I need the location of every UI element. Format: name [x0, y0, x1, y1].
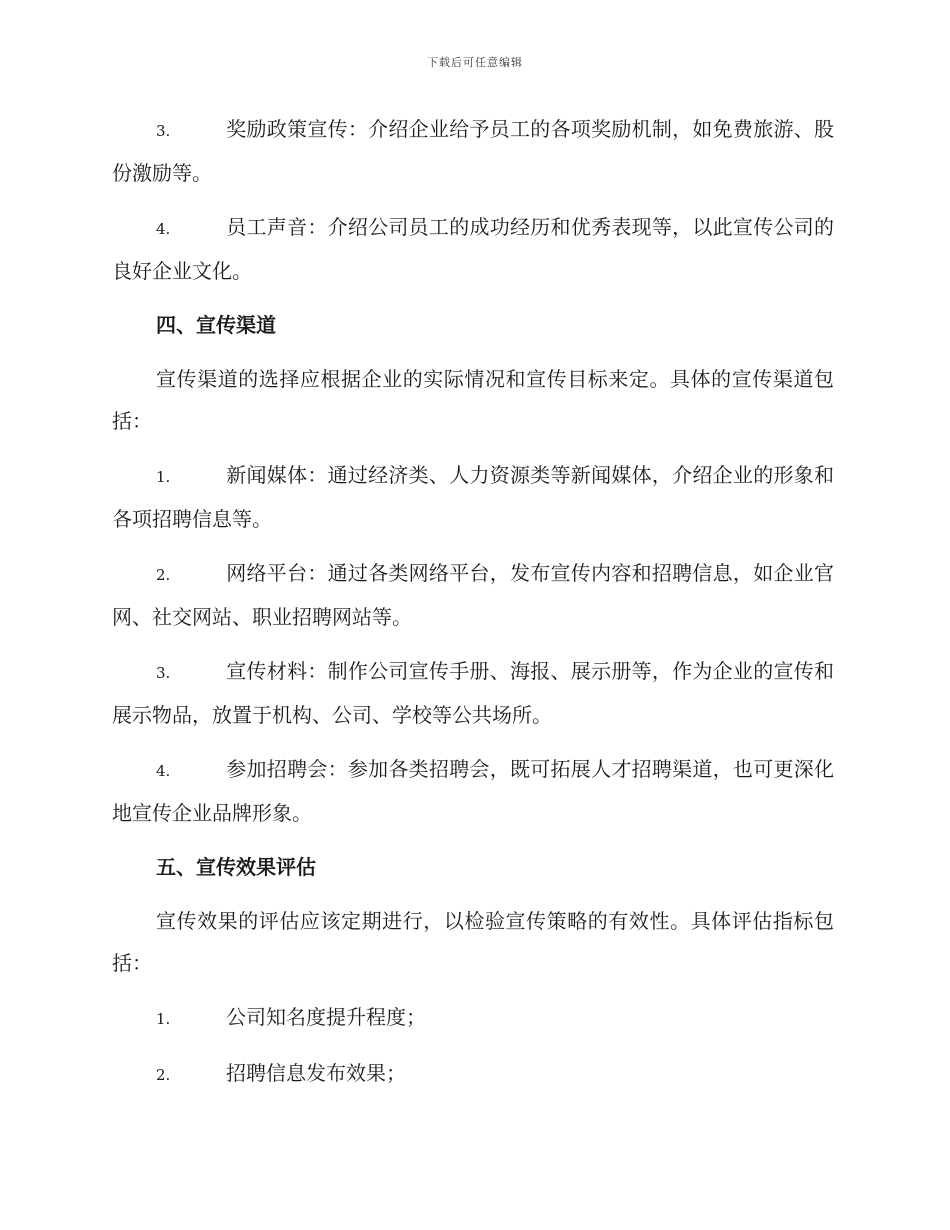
list-item	[112, 108, 834, 194]
list-item-number: 1.	[156, 1010, 171, 1028]
list-item-number: 1.	[156, 468, 171, 486]
list-item-text: 员工声音：介绍公司员工的成功经历和优秀表现等，以此宣传公司的良好企业文化。	[112, 215, 834, 283]
list-item-number: 3.	[156, 122, 171, 140]
list-item-text: 奖励政策宣传：介绍企业给予员工的各项奖励机制，如免费旅游、股份激励等。	[112, 117, 834, 185]
list-item	[112, 748, 834, 834]
section-heading: 五、宣传效果评估	[156, 855, 316, 879]
list-item	[112, 454, 834, 540]
page-header: 下载后可任意编辑	[427, 56, 523, 69]
paragraph: 宣传效果的评估应该定期进行，以检验宣传策略的有效性。具体评估指标包括：	[112, 909, 834, 975]
list-item	[112, 206, 834, 292]
list-item-text: 新闻媒体：通过经济类、人力资源类等新闻媒体，介绍企业的形象和各项招聘信息等。	[112, 463, 834, 531]
document-body	[112, 108, 834, 1108]
list-item-text: 招聘信息发布效果；	[226, 1061, 406, 1085]
list-item	[112, 552, 834, 638]
list-item-number: 2.	[156, 566, 171, 584]
list-item	[112, 1052, 834, 1096]
list-item	[112, 996, 834, 1040]
list-item-number: 4.	[156, 762, 171, 780]
list-item-text: 公司知名度提升程度；	[226, 1005, 426, 1029]
list-item-text: 宣传材料：制作公司宣传手册、海报、展示册等，作为企业的宣传和展示物品，放置于机构、公司、学校等公共场所。	[112, 659, 834, 727]
list-item-number: 3.	[156, 664, 171, 682]
section-heading: 四、宣传渠道	[156, 313, 276, 337]
list-item-number: 4.	[156, 220, 171, 238]
list-item-text: 网络平台：通过各类网络平台，发布宣传内容和招聘信息，如企业官网、社交网站、职业招聘网站等。	[112, 561, 834, 629]
list-item-number: 2.	[156, 1066, 171, 1084]
paragraph: 宣传渠道的选择应根据企业的实际情况和宣传目标来定。具体的宣传渠道包括：	[112, 367, 834, 433]
list-item-text: 参加招聘会：参加各类招聘会，既可拓展人才招聘渠道，也可更深化地宣传企业品牌形象。	[112, 757, 834, 825]
list-item	[112, 650, 834, 736]
